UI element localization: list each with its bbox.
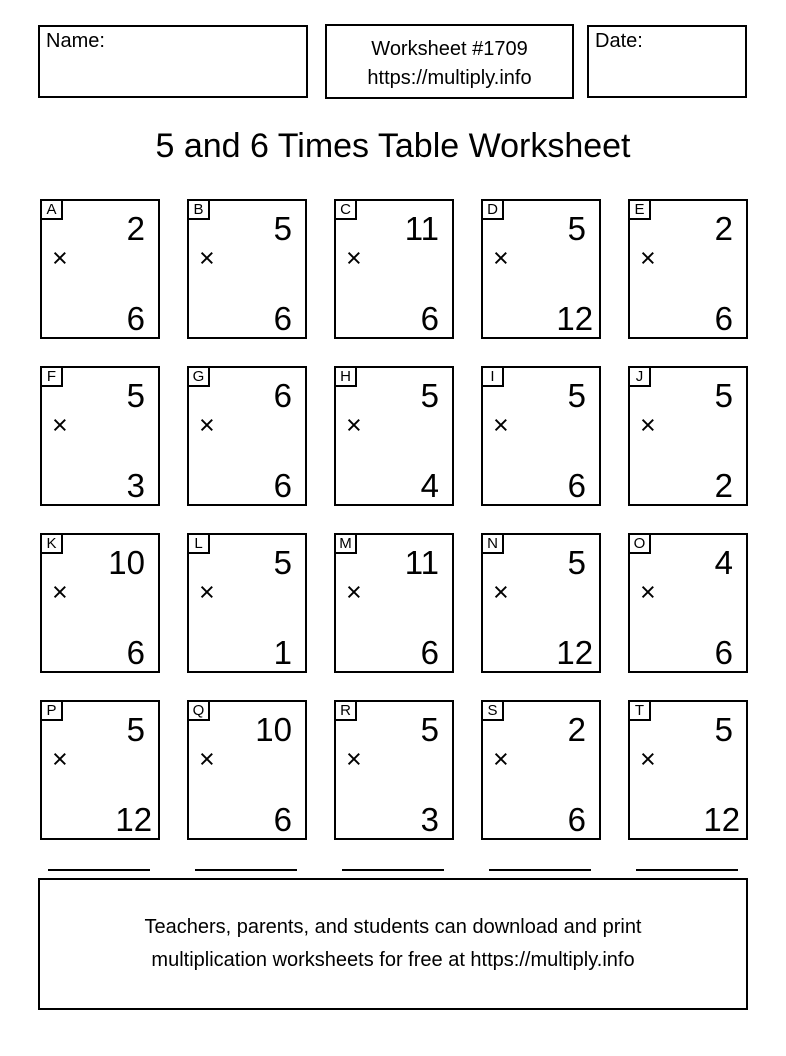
problem-letter: D xyxy=(483,201,504,220)
problem-cell xyxy=(481,700,601,840)
answer-line xyxy=(48,869,150,871)
problem-cell xyxy=(481,199,601,339)
problem-cell xyxy=(187,366,307,506)
answer-space[interactable] xyxy=(44,287,156,335)
worksheet-number: Worksheet #1709 xyxy=(371,38,528,60)
answer-space[interactable] xyxy=(338,454,450,502)
multiplicand: 5 xyxy=(714,711,733,748)
problem-cell xyxy=(628,700,748,840)
answer-space[interactable] xyxy=(632,788,744,836)
answer-line xyxy=(489,869,591,871)
problem-cell xyxy=(334,533,454,673)
multiplicand: 2 xyxy=(567,711,586,748)
answer-space[interactable] xyxy=(632,287,744,335)
multiplicand: 5 xyxy=(420,377,439,414)
problem-cell xyxy=(334,366,454,506)
problem-letter: N xyxy=(483,535,504,554)
multiplier: 6 xyxy=(714,634,733,671)
multiply-sign-icon: × xyxy=(640,744,656,774)
multiply-sign-icon: × xyxy=(493,243,509,273)
multiplicand: 5 xyxy=(273,210,292,247)
answer-space[interactable] xyxy=(191,454,303,502)
multiply-sign-icon: × xyxy=(640,410,656,440)
answer-space[interactable] xyxy=(485,621,597,669)
answer-space[interactable] xyxy=(191,287,303,335)
answer-line xyxy=(195,869,297,871)
multiplier: 12 xyxy=(703,801,741,838)
problem-cell xyxy=(628,366,748,506)
answer-space[interactable] xyxy=(485,287,597,335)
problem-letter: G xyxy=(189,368,210,387)
problem-cell xyxy=(481,533,601,673)
problem-cell xyxy=(40,366,160,506)
multiplicand: 10 xyxy=(255,711,292,748)
multiply-sign-icon: × xyxy=(493,410,509,440)
multiplier: 6 xyxy=(126,634,145,671)
multiplicand: 5 xyxy=(714,377,733,414)
problem-letter: R xyxy=(336,702,357,721)
multiply-sign-icon: × xyxy=(493,577,509,607)
answer-space[interactable] xyxy=(44,454,156,502)
problem-letter: H xyxy=(336,368,357,387)
multiply-sign-icon: × xyxy=(346,577,362,607)
multiply-sign-icon: × xyxy=(640,243,656,273)
multiplier: 6 xyxy=(567,467,586,504)
multiplicand: 5 xyxy=(273,544,292,581)
answer-space[interactable] xyxy=(44,621,156,669)
multiply-sign-icon: × xyxy=(52,577,68,607)
footer-line2: multiplication worksheets for free at https://multiply.info xyxy=(151,949,635,971)
multiplier: 6 xyxy=(273,467,292,504)
answer-space[interactable] xyxy=(191,621,303,669)
problem-letter: P xyxy=(42,702,63,721)
problem-cell xyxy=(40,199,160,339)
answer-space[interactable] xyxy=(632,454,744,502)
multiplier: 6 xyxy=(420,300,439,337)
problems-grid xyxy=(40,199,748,840)
multiplier: 1 xyxy=(273,634,292,671)
multiplier: 6 xyxy=(567,801,586,838)
answer-space[interactable] xyxy=(338,287,450,335)
multiplier: 4 xyxy=(420,467,439,504)
answer-line xyxy=(342,869,444,871)
problem-letter: J xyxy=(630,368,651,387)
problem-letter: K xyxy=(42,535,63,554)
answer-space[interactable] xyxy=(338,621,450,669)
problem-letter: B xyxy=(189,201,210,220)
worksheet-url: https://multiply.info xyxy=(367,67,532,89)
multiplier: 6 xyxy=(126,300,145,337)
answer-space[interactable] xyxy=(632,621,744,669)
answer-space[interactable] xyxy=(485,788,597,836)
problem-letter: T xyxy=(630,702,651,721)
multiplier: 3 xyxy=(126,467,145,504)
problem-cell xyxy=(40,700,160,840)
problem-letter: C xyxy=(336,201,357,220)
problem-cell xyxy=(628,533,748,673)
multiply-sign-icon: × xyxy=(52,744,68,774)
multiplicand: 5 xyxy=(126,711,145,748)
problem-letter: S xyxy=(483,702,504,721)
multiplicand: 5 xyxy=(420,711,439,748)
multiply-sign-icon: × xyxy=(199,577,215,607)
answer-space[interactable] xyxy=(485,454,597,502)
problem-letter: F xyxy=(42,368,63,387)
problem-letter: M xyxy=(336,535,357,554)
multiplier: 2 xyxy=(714,467,733,504)
problem-letter: L xyxy=(189,535,210,554)
multiplier: 6 xyxy=(714,300,733,337)
multiply-sign-icon: × xyxy=(52,410,68,440)
multiplier: 6 xyxy=(420,634,439,671)
footer-box xyxy=(38,878,748,1010)
multiply-sign-icon: × xyxy=(52,243,68,273)
multiply-sign-icon: × xyxy=(493,744,509,774)
multiply-sign-icon: × xyxy=(346,410,362,440)
answer-space[interactable] xyxy=(191,788,303,836)
problem-letter: O xyxy=(630,535,651,554)
problem-cell xyxy=(40,533,160,673)
answer-space[interactable] xyxy=(44,788,156,836)
answer-space[interactable] xyxy=(338,788,450,836)
worksheet-info-box xyxy=(325,24,574,99)
problem-cell xyxy=(334,700,454,840)
answer-line xyxy=(636,869,738,871)
problem-letter: I xyxy=(483,368,504,387)
multiplicand: 5 xyxy=(567,377,586,414)
multiplier: 12 xyxy=(556,634,594,671)
multiply-sign-icon: × xyxy=(199,243,215,273)
multiplicand: 2 xyxy=(714,210,733,247)
multiplicand: 6 xyxy=(273,377,292,414)
multiplicand: 11 xyxy=(404,544,439,581)
multiply-sign-icon: × xyxy=(346,744,362,774)
multiplier: 12 xyxy=(115,801,153,838)
multiply-sign-icon: × xyxy=(199,744,215,774)
problem-cell xyxy=(334,199,454,339)
name-field-box[interactable] xyxy=(38,25,308,98)
multiply-sign-icon: × xyxy=(199,410,215,440)
multiplicand: 4 xyxy=(714,544,733,581)
problem-letter: A xyxy=(42,201,63,220)
page-title: 5 and 6 Times Table Worksheet xyxy=(155,127,631,165)
multiplicand: 5 xyxy=(567,210,586,247)
problem-letter: Q xyxy=(189,702,210,721)
multiply-sign-icon: × xyxy=(640,577,656,607)
multiplier: 12 xyxy=(556,300,594,337)
multiplier: 6 xyxy=(273,300,292,337)
footer-line1: Teachers, parents, and students can download and print xyxy=(144,916,642,938)
name-label: Name: xyxy=(46,30,105,52)
date-label: Date: xyxy=(595,30,643,52)
multiply-sign-icon: × xyxy=(346,243,362,273)
problem-letter: E xyxy=(630,201,651,220)
problem-cell xyxy=(187,533,307,673)
multiplicand: 5 xyxy=(567,544,586,581)
multiplicand: 11 xyxy=(404,210,439,247)
multiplier: 6 xyxy=(273,801,292,838)
multiplier: 3 xyxy=(420,801,439,838)
problem-cell xyxy=(187,199,307,339)
problem-cell xyxy=(628,199,748,339)
multiplicand: 10 xyxy=(108,544,145,581)
problem-cell xyxy=(187,700,307,840)
problem-cell xyxy=(481,366,601,506)
date-field-box[interactable] xyxy=(587,25,747,98)
multiplicand: 5 xyxy=(126,377,145,414)
multiplicand: 2 xyxy=(126,210,145,247)
